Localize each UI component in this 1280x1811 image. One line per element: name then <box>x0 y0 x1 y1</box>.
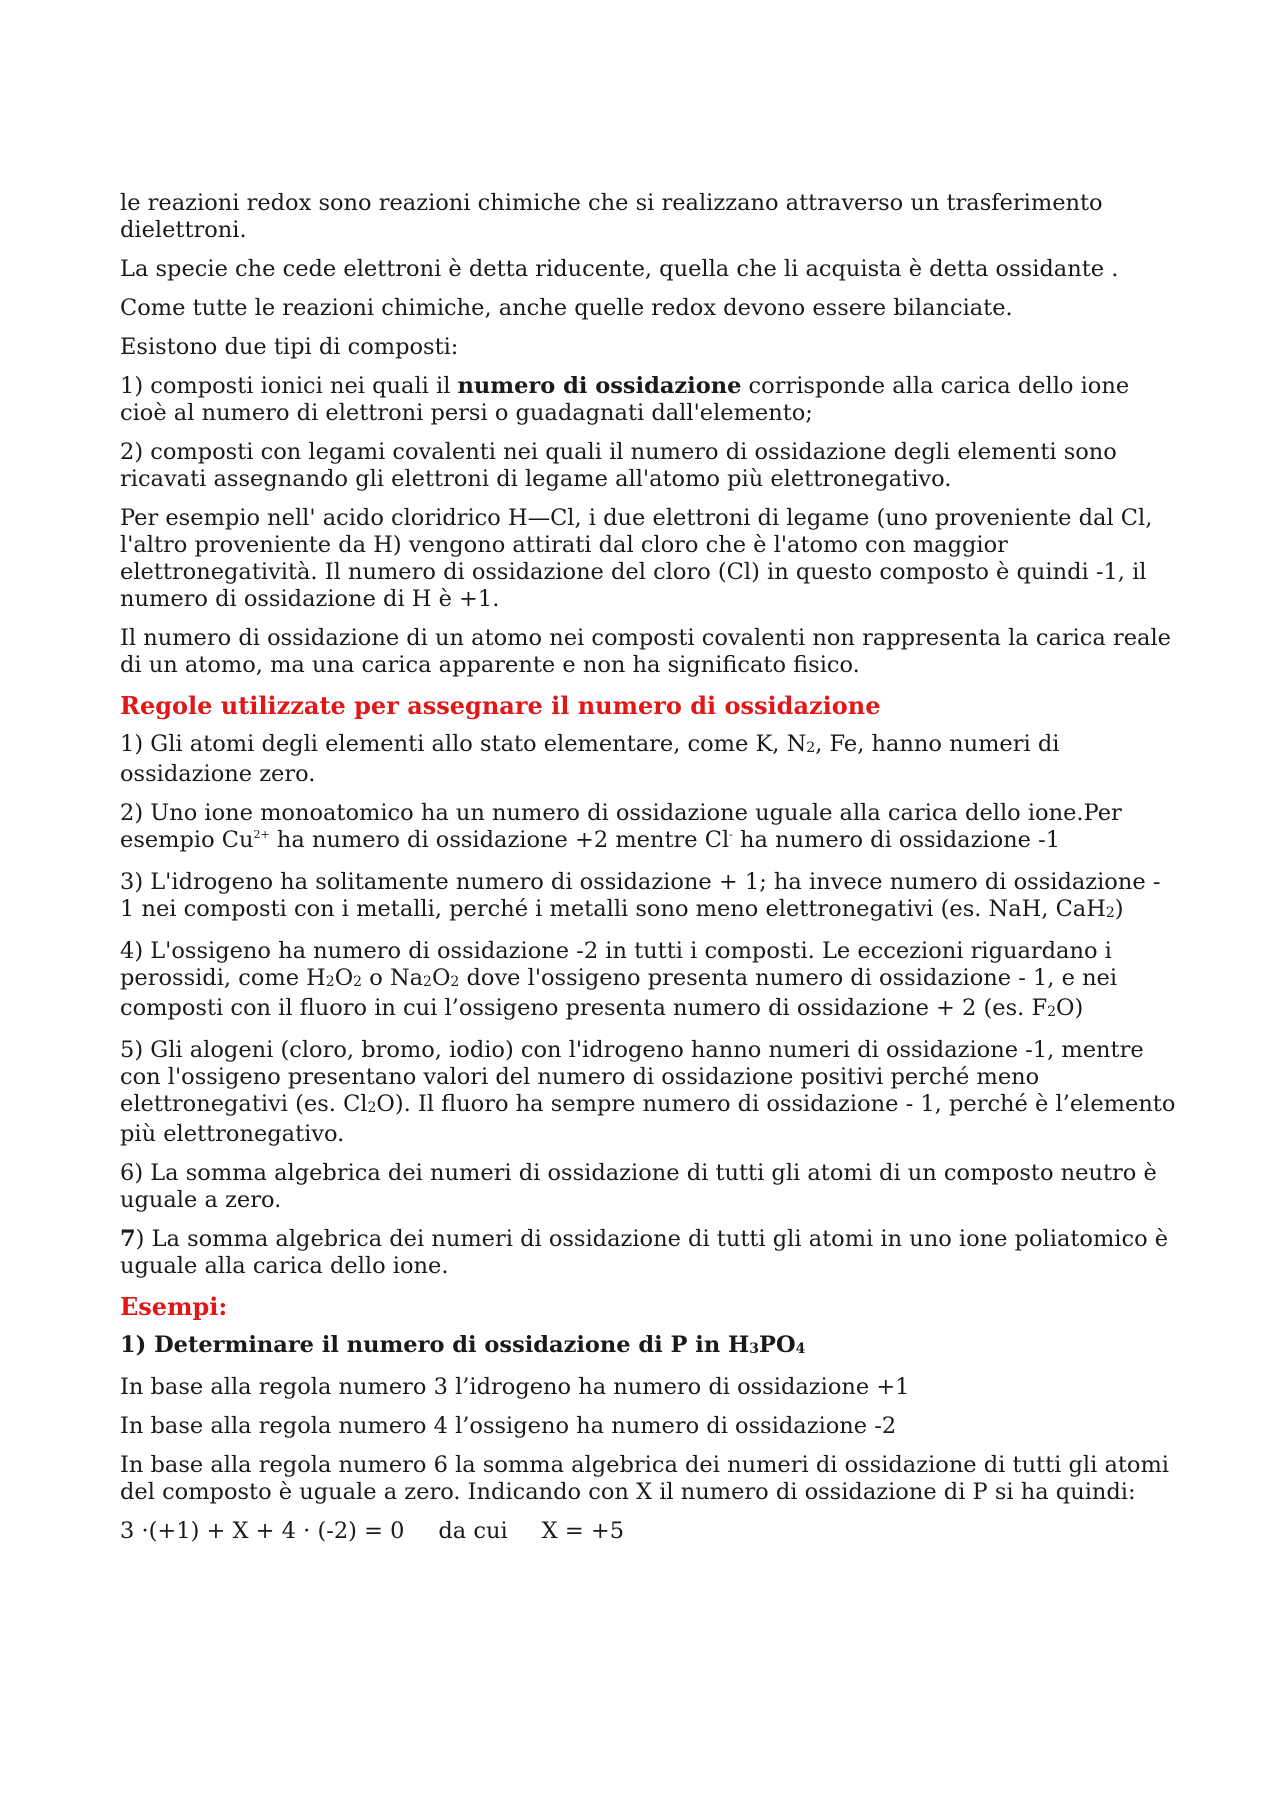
example-1-title: 1) Determinare il numero di ossidazione di P in H3PO4 <box>120 1332 806 1358</box>
rule-1: 1) Gli atomi degli elementi allo stato elementare, come K, N2, Fe, hanno numeri di ossidazione zero. <box>120 731 1060 787</box>
rule-4: 4) L'ossigeno ha numero di ossidazione -2 in tutti i composti. Le eccezioni riguardano i perossidi, come H2O2 o Na2O2 dove l'ossigeno presenta numero di ossidazione - 1, e nei composti con il fluoro in cui l’ossigeno presenta numero di ossidazione + 2 (es. F2O) <box>120 938 1118 1021</box>
rule-3: 3) L'idrogeno ha solitamente numero di ossidazione + 1; ha invece numero di ossidazione - 1 nei composti con i metalli, perché i metalli sono meno elettronegativi (es. NaH, CaH2) <box>120 869 1161 922</box>
example-1-equation: 3 ·(+1) + X + 4 · (-2) = 0 da cui X = +5 <box>120 1518 625 1544</box>
example-1-line-2: In base alla regola numero 4 l’ossigeno ha numero di ossidazione -2 <box>120 1413 897 1439</box>
rule-2: 2) Uno ione monoatomico ha un numero di ossidazione uguale alla carica dello ione.Per esempio $Cu^{2+}$ ha numero di ossidazione +2 mentre Cl- ha numero di ossidazione -1 <box>120 800 1122 853</box>
rule-5: 5) Gli alogeni (cloro, bromo, iodio) con l'idrogeno hanno numeri di ossidazione -1, mentre con l'ossigeno presentano valori del numero di ossidazione positivi perché meno elettronegativi (es. Cl2O). Il fluoro ha sempre numero di ossidazione - 1, perché è l’elemento più elettronegativo. <box>120 1037 1176 1147</box>
oxidation-number-term: numero di ossidazione <box>457 373 742 399</box>
intro-paragraph: le reazioni redox sono reazioni chimiche che si realizzano attraverso un trasferimento dielettroni. <box>120 190 1103 243</box>
examples-heading: Esempi: <box>120 1292 228 1321</box>
covalent-compounds-paragraph: 2) composti con legami covalenti nei quali il numero di ossidazione degli elementi sono ricavati assegnando gli elettroni di legame all'atomo più elettronegativo. <box>120 439 1117 492</box>
apparent-charge-paragraph: Il numero di ossidazione di un atomo nei composti covalenti non rappresenta la carica reale di un atomo, ma una carica apparente e non ha significato fisico. <box>120 625 1171 678</box>
rule-6: 6) La somma algebrica dei numeri di ossidazione di tutti gli atomi di un composto neutro è uguale a zero. <box>120 1160 1157 1213</box>
hcl-example-paragraph: Per esempio nell' acido cloridrico H—Cl, i due elettroni di legame (uno proveniente dal Cl, l'altro proveniente da H) vengono attirati dal cloro che è l'atomo con maggior elettronegatività. Il numero di ossidazione del cloro (Cl) in questo composto è quindi -1, il numero di ossidazione di H è +1. <box>120 505 1153 612</box>
rules-heading: Regole utilizzate per assegnare il numero di ossidazione <box>120 691 881 720</box>
example-1-line-3: In base alla regola numero 6 la somma algebrica dei numeri di ossidazione di tutti gli atomi del composto è uguale a zero. Indicando con X il numero di ossidazione di P si ha quindi: <box>120 1452 1169 1505</box>
compound-types-paragraph: Esistono due tipi di composti: <box>120 334 459 360</box>
document-page <box>120 190 1180 1557</box>
example-1-line-1: In base alla regola numero 3 l’idrogeno ha numero di ossidazione +1 <box>120 1374 910 1400</box>
rule-7: 7) La somma algebrica dei numeri di ossidazione di tutti gli atomi in uno ione poliatomico è uguale alla carica dello ione. <box>120 1226 1169 1279</box>
reducer-oxidant-paragraph: La specie che cede elettroni è detta riducente, quella che li acquista è detta ossidante . <box>120 256 1119 282</box>
balance-paragraph: Come tutte le reazioni chimiche, anche quelle redox devono essere bilanciate. <box>120 295 1013 321</box>
ionic-compounds-paragraph: 1) composti ionici nei quali il numero di ossidazione corrisponde alla carica dello ione cioè al numero di elettroni persi o guadagnati dall'elemento; <box>120 373 1130 426</box>
